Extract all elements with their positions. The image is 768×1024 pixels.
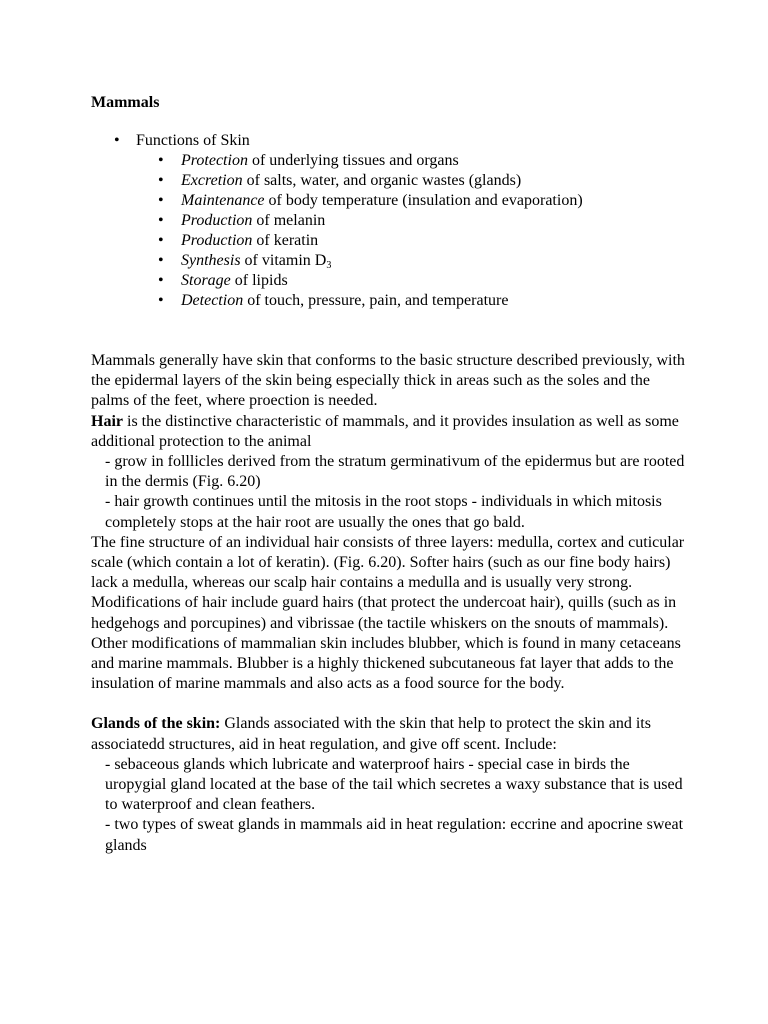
list-item-term: Synthesis <box>181 252 241 269</box>
list-item-term: Protection <box>181 152 248 169</box>
bullet-icon: • <box>158 272 164 289</box>
list-item-term: Detection <box>181 292 244 309</box>
bullet-icon: • <box>158 192 164 209</box>
glands-point-2: - two types of sweat glands in mammals aid in heat regulation: eccrine and apocrine sweat glands <box>105 816 684 854</box>
glands-term: Glands of the skin: <box>91 715 221 733</box>
bullet-icon: • <box>158 212 164 229</box>
list-item <box>91 231 691 251</box>
list-item-term: Production <box>181 232 253 249</box>
bullet-icon: • <box>114 132 120 149</box>
hair-term: Hair <box>91 412 123 430</box>
list-item <box>91 191 691 211</box>
list-item-text: of body temperature (insulation and evaporation) <box>264 192 583 209</box>
paragraph-structure: The fine structure of an individual hair consists of three layers: medulla, cortex and cuticular scale (which contain a lot of keratin). (Fig. 6.20). Softer hairs (such as our fine body hairs) lack a medulla, whereas our scalp hair contains a medulla and is usually very strong. <box>91 533 685 592</box>
paragraph-blubber: Other modifications of mammalian skin includes blubber, which is found in many cetaceans and marine mammals. Blubber is a highly thickened subcutaneous fat layer that adds to the insulation of marine mammals and also acts as a food source for the body. <box>91 634 681 693</box>
list-item-text: of lipids <box>230 272 288 289</box>
list-item <box>91 271 691 291</box>
functions-list <box>91 131 691 311</box>
paragraph-intro: Mammals generally have skin that conforms to the basic structure described previously, with the epidermal layers of the skin being especially thick in areas such as the soles and the palms of the feet, where proection is needed. <box>91 352 685 410</box>
page-title: Mammals <box>91 94 160 111</box>
list-item <box>91 151 691 171</box>
list-item <box>91 131 691 151</box>
paragraph-glands: Glands of the skin: Glands associated with the skin that help to protect the skin and its associatedd structures, aid in heat regulation, and give off scent. Include: <box>91 715 651 753</box>
spacer <box>91 694 691 714</box>
list-item <box>91 171 691 191</box>
list-item-text: of underlying tissues and organs <box>247 152 459 169</box>
document-page <box>91 93 691 856</box>
paragraph-hair: Hair is the distinctive characteristic of mammals, and it provides insulation as well as some additional protection to the animal <box>91 412 679 450</box>
subscript: 3 <box>326 260 332 271</box>
bullet-icon: • <box>158 252 164 269</box>
bullet-icon: • <box>158 232 164 249</box>
bullet-icon: • <box>158 292 164 309</box>
list-item <box>91 291 691 311</box>
list-item-text: of touch, pressure, pain, and temperature <box>243 292 509 309</box>
list-item <box>91 251 691 271</box>
list-item-text: of melanin <box>252 212 326 229</box>
bullet-icon: • <box>158 172 164 189</box>
hair-point-2: - hair growth continues until the mitosis in the root stops - individuals in which mitosis completely stops at the hair root are usually the ones that go bald. <box>105 493 662 531</box>
bullet-icon: • <box>158 152 164 169</box>
glands-point-1: - sebaceous glands which lubricate and waterproof hairs - special case in birds the uropygial gland located at the base of the tail which secretes a waxy substance that is used to waterproof and clean feathers. <box>105 755 683 814</box>
list-item-text: of salts, water, and organic wastes (glands) <box>242 172 522 189</box>
hair-point-1: - grow in folllicles derived from the stratum germinativum of the epidermus but are rooted in the dermis (Fig. 6.20) <box>105 453 685 491</box>
list-item-term: Excretion <box>181 172 243 189</box>
list-heading: Functions of Skin <box>136 132 250 149</box>
list-item-term: Storage <box>181 272 231 289</box>
paragraph-modifications: Modifications of hair include guard hairs (that protect the undercoat hair), quills (such as in hedgehogs and porcupines) and vibrissae (the tactile whiskers on the snouts of mammals). <box>91 594 677 632</box>
list-item-term: Maintenance <box>181 192 265 209</box>
list-item <box>91 211 691 231</box>
body-text <box>91 351 691 856</box>
list-item-term: Production <box>181 212 253 229</box>
list-item-text: of vitamin D <box>240 252 327 269</box>
list-item-text: of keratin <box>252 232 319 249</box>
